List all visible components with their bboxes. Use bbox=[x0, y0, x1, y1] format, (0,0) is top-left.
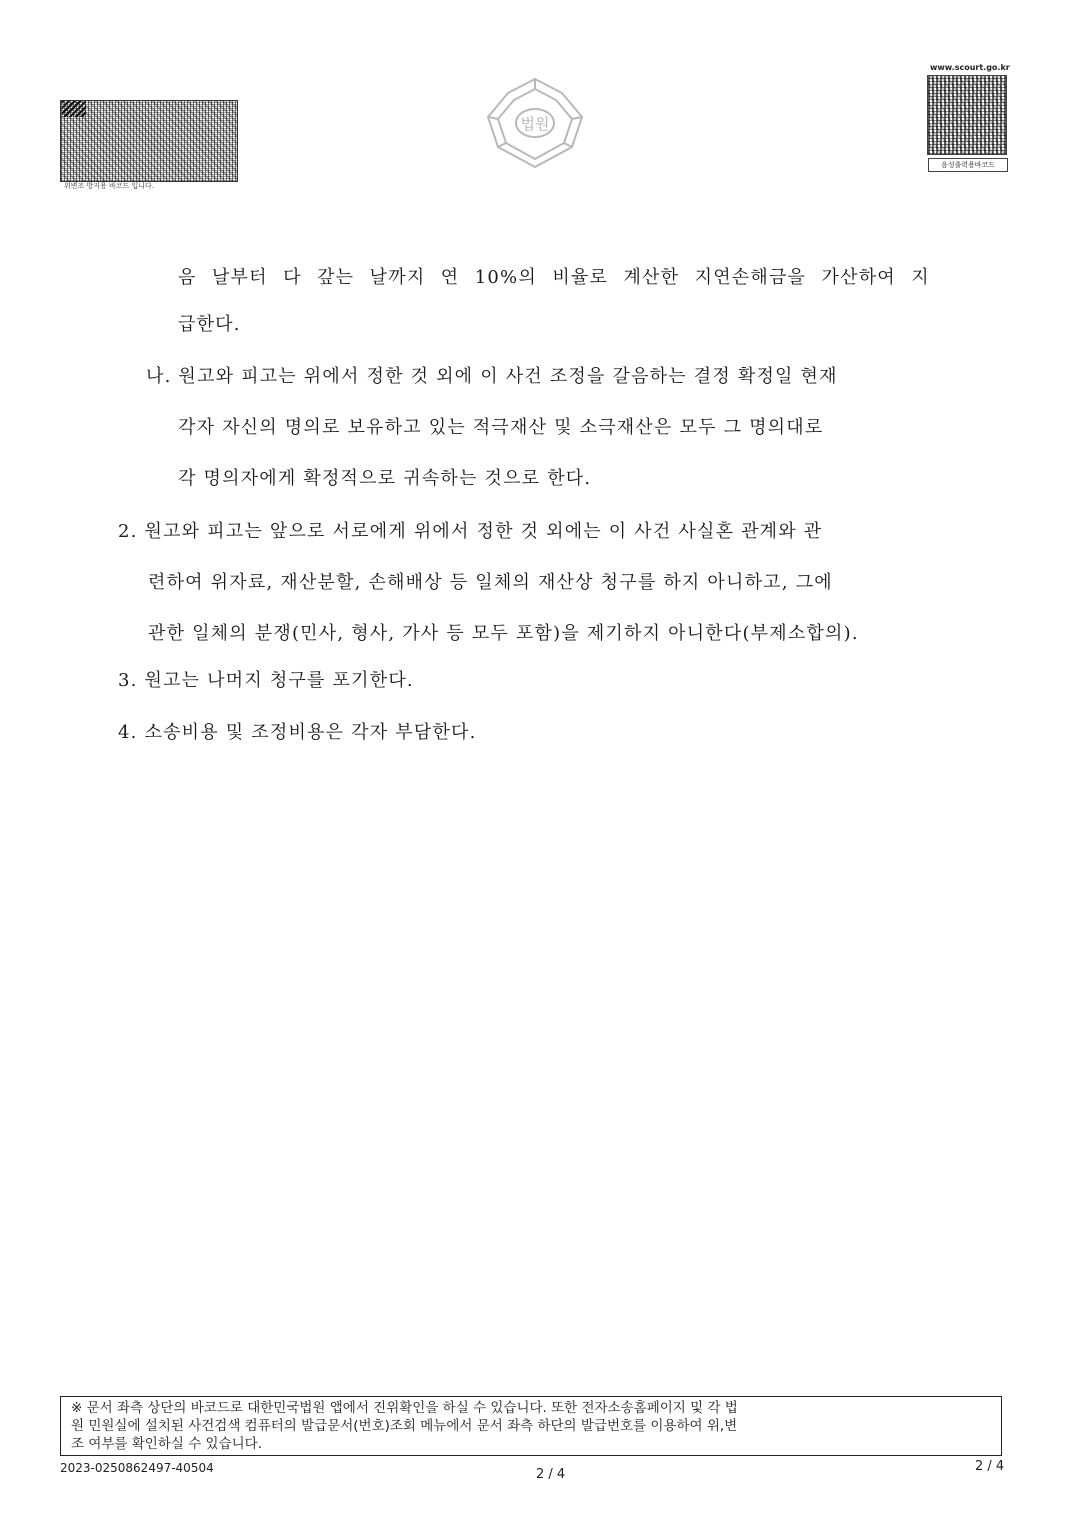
body-line-6: 2. 원고와 피고는 앞으로 서로에게 위에서 정한 것 외에는 이 사건 사실혼 관계와 관 bbox=[118, 521, 823, 542]
court-url: www.scourt.go.kr bbox=[930, 63, 1010, 72]
qr-caption: 음성출력용바코드 bbox=[928, 158, 1008, 172]
issuance-number: 2023-0250862497-40504 bbox=[60, 1461, 214, 1475]
word: 연 bbox=[440, 267, 460, 288]
notice-line-3: 조 여부를 확인하실 수 있습니다. bbox=[71, 1436, 262, 1452]
body-line-5: 각 명의자에게 확정적으로 귀속하는 것으로 한다. bbox=[178, 468, 592, 489]
word: 다 bbox=[283, 267, 302, 288]
anti-forgery-barcode bbox=[60, 100, 238, 182]
body-line-7: 련하여 위자료, 재산분할, 손해배상 등 일체의 재산상 청구를 하지 아니하고, 그에 bbox=[148, 572, 833, 593]
body-line-3: 나. 원고와 피고는 위에서 정한 것 외에 이 사건 조정을 갈음하는 결정 확정일 현재 bbox=[146, 366, 838, 387]
body-line-1 bbox=[178, 263, 930, 289]
seal-text: 법원 bbox=[520, 115, 550, 133]
verification-notice bbox=[60, 1396, 1002, 1456]
page-number-center: 2 / 4 bbox=[536, 1467, 566, 1482]
audio-output-qr-code bbox=[927, 75, 1007, 155]
word: 날까지 bbox=[369, 267, 426, 288]
word: 갚는 bbox=[317, 267, 355, 288]
notice-line-1: ※ 문서 좌측 상단의 바코드로 대한민국법원 앱에서 진위확인을 하실 수 있습니다. 또한 전자소송홈페이지 및 각 법 bbox=[71, 1400, 738, 1416]
body-line-9: 3. 원고는 나머지 청구를 포기한다. bbox=[118, 670, 414, 691]
word: 10%의 bbox=[474, 267, 537, 288]
body-line-10: 4. 소송비용 및 조정비용은 각자 부담한다. bbox=[118, 722, 477, 743]
court-seal-icon bbox=[472, 75, 598, 175]
barcode-caption: 위변조 방지용 바코드 입니다. bbox=[64, 182, 155, 190]
word: 음 bbox=[178, 267, 197, 288]
body-line-4: 각자 자신의 명의로 보유하고 있는 적극재산 및 소극재산은 모두 그 명의대로 bbox=[178, 417, 824, 438]
word: 날부터 bbox=[211, 267, 268, 288]
word: 지 bbox=[911, 267, 930, 288]
body-line-8: 관한 일체의 분쟁(민사, 형사, 가사 등 모두 포함)을 제기하지 아니한다(부제소합의). bbox=[148, 623, 859, 644]
word: 지연손해금을 bbox=[694, 267, 807, 288]
word: 가산하여 bbox=[821, 267, 896, 288]
word: 계산한 bbox=[623, 267, 680, 288]
notice-line-2: 원 민원실에 설치된 사건검색 컴퓨터의 발급문서(번호)조회 메뉴에서 문서 좌측 하단의 발급번호를 이용하여 위,변 bbox=[71, 1418, 738, 1434]
word: 비율로 bbox=[552, 267, 609, 288]
barcode-corner-mark bbox=[62, 101, 86, 117]
page-number-right: 2 / 4 bbox=[975, 1459, 1005, 1474]
body-line-2: 급한다. bbox=[178, 314, 241, 335]
